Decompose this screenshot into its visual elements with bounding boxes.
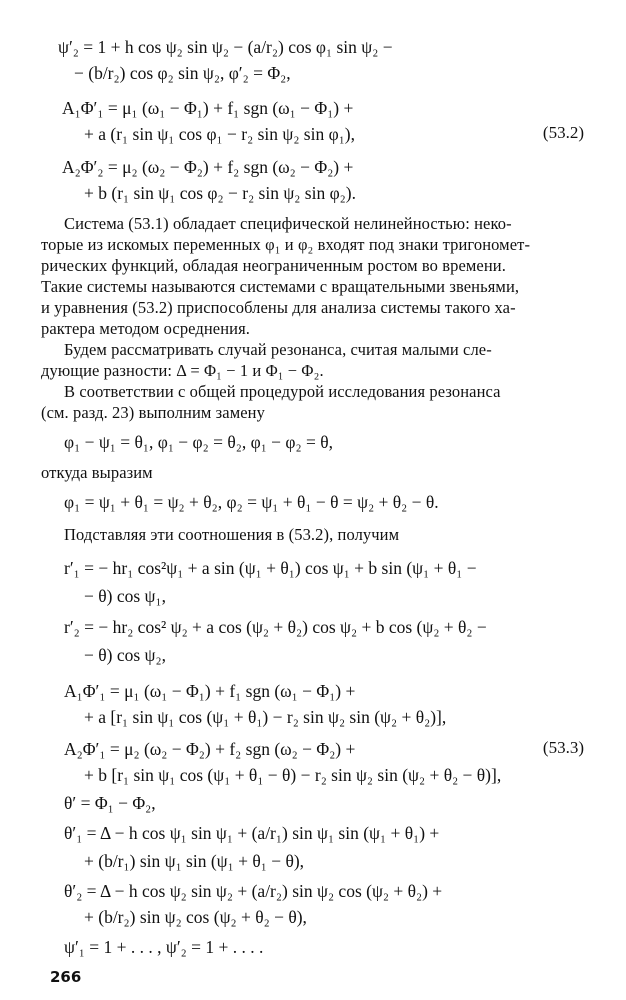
- paragraph-line: дующие разности: Δ = Φ₁ − 1 и Φ₁ − Φ₂.: [41, 361, 324, 380]
- eq-theta1-line2: + (b/r₁) sin ψ₁ sin (ψ₁ + θ₁ − θ),: [84, 851, 305, 871]
- eq-theta1-line1: θ′₁ = Δ − h cos ψ₁ sin ψ₁ + (a/r₁) sin ψ₁ sin (ψ₁ + θ₁) +: [64, 823, 440, 843]
- eq-r1-line2: − θ) cos ψ₁,: [84, 586, 166, 606]
- paragraph-line: торые из искомых переменных φ₁ и φ₂ входят под знаки тригономет-: [41, 235, 531, 254]
- expressed-equation: φ₁ = ψ₁ + θ₁ = ψ₂ + θ₂, φ₂ = ψ₁ + θ₁ − θ = ψ₂ + θ₂ − θ.: [64, 492, 439, 512]
- eq-a2phi-line1: A₂Φ′₁ = μ₂ (ω₂ − Φ₂) + f₂ sgn (ω₂ − Φ₂) +: [64, 739, 356, 759]
- paragraph-line: Будем рассматривать случай резонанса, считая малыми сле-: [64, 340, 492, 359]
- eq-theta: θ′ = Φ₁ − Φ₂,: [64, 793, 156, 813]
- eq-r1-line1: r′₁ = − hr₁ cos²ψ₁ + a sin (ψ₁ + θ₁) cos ψ₁ + b sin (ψ₁ + θ₁ −: [64, 558, 477, 578]
- paragraph-line: рических функций, обладая неограниченным ростом во времени.: [41, 256, 506, 275]
- paragraph-line: (см. разд. 23) выполним замену: [41, 403, 265, 422]
- eq-a2-line2: + b (r₁ sin ψ₁ cos φ₂ − r₂ sin ψ₂ sin φ₂).: [84, 183, 356, 203]
- substitution-equation: φ₁ − ψ₁ = θ₁, φ₁ − φ₂ = θ₂, φ₁ − φ₂ = θ,: [64, 432, 334, 452]
- eq-psi2-line2: − (b/r₂) cos φ₂ sin ψ₂, φ′₂ = Φ₂,: [74, 63, 291, 83]
- eq-a1phi-line2: + a [r₁ sin ψ₁ cos (ψ₁ + θ₁) − r₂ sin ψ₂ sin (ψ₂ + θ₂)],: [84, 707, 447, 727]
- equation-number-53-3: (53.3): [542, 738, 584, 757]
- eq-a1-line1: A₁Φ′₁ = μ₁ (ω₁ − Φ₁) + f₁ sgn (ω₁ − Φ₁) +: [62, 98, 354, 118]
- express-text: откуда выразим: [41, 463, 153, 482]
- eq-theta2-line2: + (b/r₂) sin ψ₂ cos (ψ₂ + θ₂ − θ),: [84, 907, 307, 927]
- paragraph-line: рактера методом осреднения.: [41, 319, 250, 338]
- eq-a1phi-line1: A₁Φ′₁ = μ₁ (ω₁ − Φ₁) + f₁ sgn (ω₁ − Φ₁) +: [64, 681, 356, 701]
- paragraph-line: В соответствии с общей процедурой исследования резонанса: [64, 382, 501, 401]
- eq-r2-line1: r′₂ = − hr₂ cos² ψ₂ + a cos (ψ₂ + θ₂) cos ψ₂ + b cos (ψ₂ + θ₂ −: [64, 617, 487, 637]
- eq-a1-line2: + a (r₁ sin ψ₁ cos φ₁ − r₂ sin ψ₂ sin φ₁),: [84, 124, 356, 144]
- eq-a2-line1: A₂Φ′₂ = μ₂ (ω₂ − Φ₂) + f₂ sgn (ω₂ − Φ₂) +: [62, 157, 354, 177]
- paragraph-line: Такие системы называются системами с вращательными звеньями,: [41, 277, 520, 296]
- eq-r2-line2: − θ) cos ψ₂,: [84, 645, 166, 665]
- equation-number-53-2: (53.2): [542, 123, 584, 142]
- paragraph-line: и уравнения (53.2) приспособлены для анализа системы такого ха-: [41, 298, 516, 317]
- substituting-text: Подставляя эти соотношения в (53.2), получим: [64, 525, 400, 544]
- page-number: 266: [50, 968, 82, 986]
- eq-psi2-line1: ψ′₂ = 1 + h cos ψ₂ sin ψ₂ − (a/r₂) cos φ₁ sin ψ₂ −: [58, 37, 393, 57]
- eq-psi-derivatives: ψ′₁ = 1 + . . . , ψ′₂ = 1 + . . . .: [64, 937, 264, 957]
- eq-theta2-line1: θ′₂ = Δ − h cos ψ₂ sin ψ₂ + (a/r₂) sin ψ₂ cos (ψ₂ + θ₂) +: [64, 881, 443, 901]
- eq-a2phi-line2: + b [r₁ sin ψ₁ cos (ψ₁ + θ₁ − θ) − r₂ sin ψ₂ sin (ψ₂ + θ₂ − θ)],: [84, 765, 502, 785]
- paragraph-line: Система (53.1) обладает специфической нелинейностью: неко-: [64, 214, 512, 233]
